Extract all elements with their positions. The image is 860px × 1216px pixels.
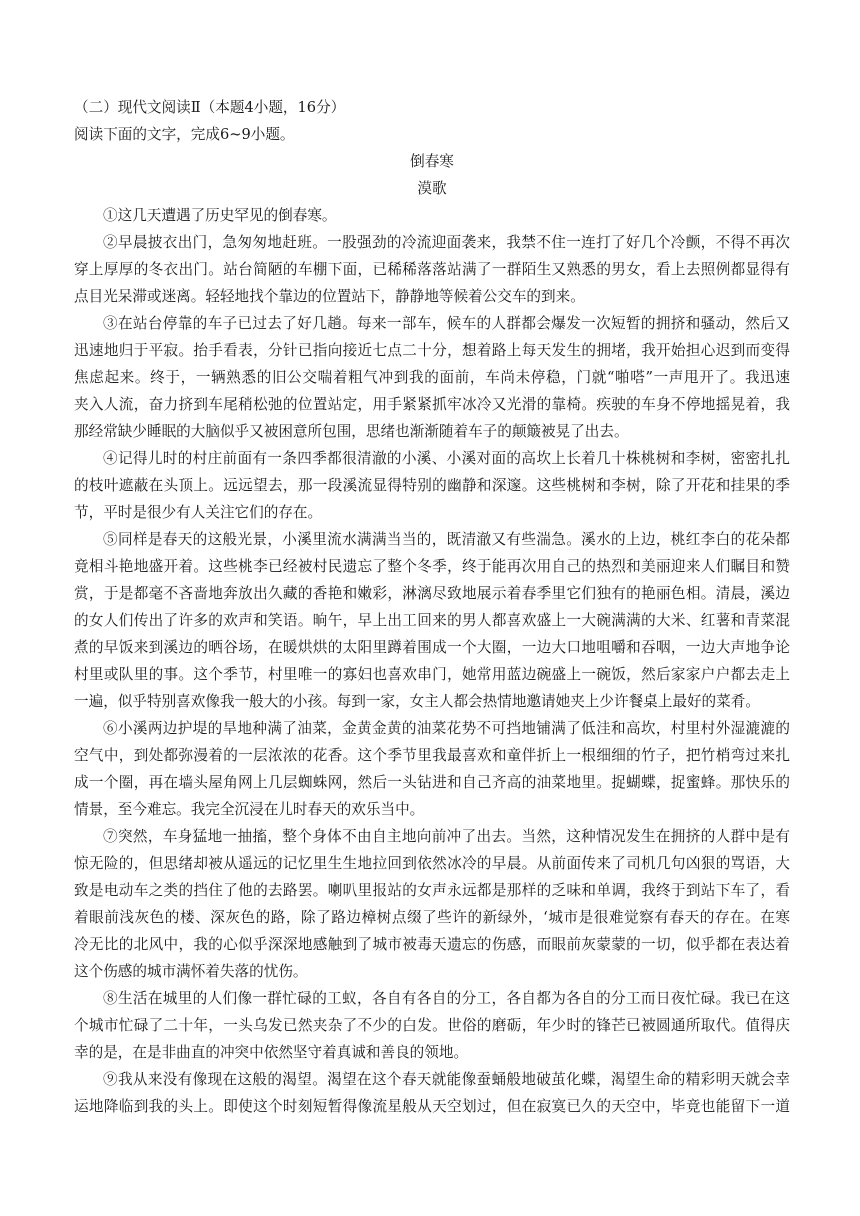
essay-line: ⑨我从来没有像现在这般的渴望。渴望在这个春天就能像蚕蛹般地破茧化蝶，渴望生命的精彩明天就会幸 — [103, 1071, 790, 1088]
essay-line: ⑧生活在城里的人们像一群忙碌的工蚁，各自有各自的分工，各自都为各自的分工而日夜忙碌。我已在这 — [103, 990, 790, 1007]
essay-line: 夹入人流，奋力挤到车尾稍松弛的位置站定，用手紧紧抓牢冰冷又光滑的靠椅。疾驶的车身不停地摇晃着，我 — [74, 396, 790, 413]
essay-line: 节，平时是很少有人关注它们的存在。 — [74, 504, 323, 521]
essay-line: 那经常缺少睡眠的大脑似乎又被困意所包围，思绪也渐渐随着车子的颠簸被晃了出去。 — [74, 423, 629, 440]
essay-line: 空气中，到处都弥漫着的一层浓浓的花香。这个季节里我最喜欢和童伴折上一根细细的竹子，把竹梢弯过来扎 — [74, 747, 790, 764]
essay-line: 着眼前浅灰色的楼、深灰色的路，除了路边樟树点缀了些许的新绿外，‘城市是很难觉察有春天的存在。在寒 — [74, 909, 790, 926]
essay-line: 迅速地归于平寂。抬手看表，分针已指向接近七点二十分，想着路上每天发生的拥堵，我开始担心迟到而变得 — [74, 342, 790, 359]
essay-line: 运地降临到我的头上。即使这个时刻短暂得像流星般从天空划过，但在寂寞已久的天空中，毕竟也能留下一道 — [74, 1098, 790, 1115]
essay-line: 情景，至今难忘。我完全沉浸在儿时春天的欢乐当中。 — [74, 801, 425, 818]
essay-title: 倒春寒 — [410, 153, 454, 170]
section-heading: （二）现代文阅读Ⅱ（本题4小题，16分） — [74, 99, 346, 116]
essay-line: ④记得儿时的村庄前面有一条四季都很清澈的小溪、小溪对面的高坎上长着几十株桃树和李树，密密扎扎 — [103, 450, 790, 467]
essay-line: 个城市忙碌了二十年，一头乌发已然夹杂了不少的白发。世俗的磨砺，年少时的锋芒已被圆通所取代。值得庆 — [74, 1017, 790, 1034]
essay-line: 的女人们传出了许多的欢声和笑语。晌午，早上出工回来的男人都喜欢盛上一大碗满满的大米、红薯和青菜混 — [74, 612, 790, 629]
essay-line: 村里或队里的事。这个季节，村里唯一的寡妇也喜欢串门，她常用蓝边碗盛上一碗饭，然后家家户户都去走上 — [74, 666, 790, 683]
essay-line: 成一个圈，再在墙头屋角网上几层蜘蛛网，然后一头钻进和自己齐高的油菜地里。捉蝴蝶，捉蜜蜂。那快乐的 — [74, 774, 790, 791]
essay-line: ②早晨披衣出门，急匆匆地赶班。一股强劲的冷流迎面袭来，我禁不住一连打了好几个冷颤，不得不再次 — [103, 234, 790, 251]
essay-line: ③在站台停靠的车子已过去了好几趟。每来一部车，候车的人群都会爆发一次短暂的拥挤和骚动，然后又 — [103, 315, 790, 332]
essay-line: 致是电动车之类的挡住了他的去路罢。喇叭里报站的女声永远都是那样的乏味和单调，我终于到站下车了，看 — [74, 882, 790, 899]
essay-line: 幸的是，在是非曲直的冲突中依然坚守着真诚和善良的领地。 — [74, 1044, 469, 1061]
essay-author: 漠歌 — [417, 180, 447, 197]
essay-line: 焦虑起来。终于，一辆熟悉的旧公交喘着粗气冲到我的面前，车尚未停稳，门就“啪嗒”一声甩开了。我迅速 — [74, 369, 790, 386]
essay-line: 点目光呆滞或迷离。轻轻地找个靠边的位置站下，静静地等候着公交车的到来。 — [74, 288, 585, 305]
essay-line: 惊无险的，但思绪却被从遥远的记忆里生生地拉回到依然冰冷的早晨。从前面传来了司机几句凶狠的骂语，大 — [74, 855, 790, 872]
essay-line: ⑥小溪两边护堤的旱地种满了油菜，金黄金黄的油菜花势不可挡地铺满了低洼和高坎，村里村外湿漉漉的 — [103, 720, 790, 737]
essay-line: ①这几天遭遇了历史罕见的倒春寒。 — [103, 207, 337, 224]
essay-line: 竟相斗艳地盛开着。这些桃李已经被村民遗忘了整个冬季，终于能再次用自己的热烈和美丽迎来人们瞩目和赞 — [74, 558, 790, 575]
essay-line: 赏，于是都毫不吝啬地奔放出久藏的香艳和嫩彩，淋漓尽致地展示着春季里它们独有的艳丽色相。清晨，溪边 — [74, 585, 790, 602]
essay-line: ⑤同样是春天的这般光景，小溪里流水满满当当的，既清澈又有些湍急。溪水的上边，桃红李白的花朵都 — [103, 531, 790, 548]
instruction: 阅读下面的文字，完成6~9小题。 — [74, 126, 295, 143]
essay-line: 煮的早饭来到溪边的晒谷场，在暖烘烘的太阳里蹲着围成一个大圈，一边大口地咀嚼和吞咽，一边大声地争论 — [74, 639, 790, 656]
essay-line: ⑦突然，车身猛地一抽搐，整个身体不由自主地向前冲了出去。当然，这种情况发生在拥挤的人群中是有 — [103, 828, 790, 845]
essay-line: 冷无比的北风中，我的心似乎深深地感触到了城市被毒天遗忘的伤感，而眼前灰蒙蒙的一切，似乎都在表达着 — [74, 936, 790, 953]
essay-line: 穿上厚厚的冬衣出门。站台简陋的车棚下面，已稀稀落落站满了一群陌生又熟悉的男女，看上去照例都显得有 — [74, 261, 790, 278]
essay-line: 这个伤感的城市满怀着失落的忧伤。 — [74, 963, 308, 980]
essay-line: 一遍，似乎特别喜欢像我一般大的小孩。每到一家，女主人都会热情地邀请她夹上少许餐桌上最好的菜肴。 — [74, 693, 760, 710]
essay-line: 的枝叶遮蔽在头顶上。远远望去，那一段溪流显得特别的幽静和深邃。这些桃树和李树，除了开花和挂果的季 — [74, 477, 790, 494]
